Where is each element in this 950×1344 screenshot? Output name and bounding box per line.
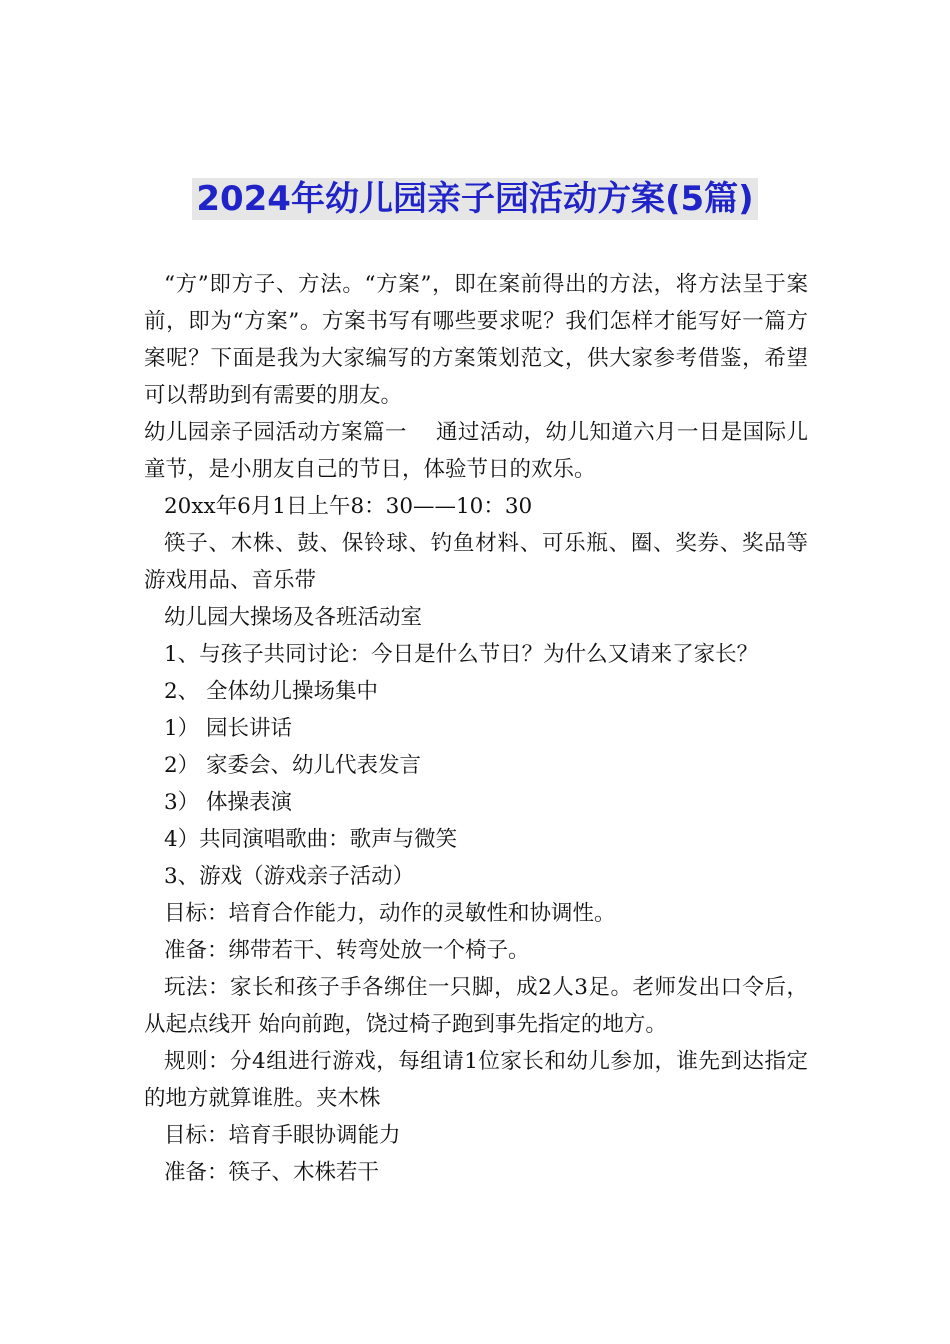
prep-paragraph: 准备：绑带若干、转弯处放一个椅子。 bbox=[164, 938, 530, 963]
location-paragraph: 幼儿园大操场及各班活动室 bbox=[164, 605, 423, 630]
time-paragraph: 20xx年6月1日上午8：30——10：30 bbox=[164, 494, 533, 519]
document-body bbox=[144, 266, 808, 1191]
intro-paragraph: “方”即方子、方法。“方案”，即在案前得出的方法，将方法呈于案前，即为“方案”。方案书写有哪些要求呢？我们怎样才能写好一篇方案呢？下面是我为大家编写的方案策划范文，供大家参考借鉴，希望可以帮助到有需要的朋友。 bbox=[144, 272, 808, 408]
substep-paragraph: 4）共同演唱歌曲：歌声与微笑 bbox=[164, 827, 458, 852]
substep-paragraph: 3） 体操表演 bbox=[164, 790, 293, 815]
section-paragraph: 幼儿园亲子园活动方案篇一 通过活动，幼儿知道六月一日是国际儿童节，是小朋友自己的节日，体验节日的欢乐。 bbox=[144, 420, 808, 482]
materials-paragraph: 筷子、木株、鼓、保铃球、钓鱼材料、可乐瓶、圈、奖券、奖品等游戏用品、音乐带 bbox=[144, 531, 808, 593]
goal-paragraph: 目标：培育手眼协调能力 bbox=[164, 1123, 401, 1148]
step-paragraph: 3、游戏（游戏亲子活动） bbox=[164, 864, 415, 889]
goal-paragraph: 目标：培育合作能力，动作的灵敏性和协调性。 bbox=[164, 901, 616, 926]
prep-paragraph: 准备：筷子、木株若干 bbox=[164, 1160, 380, 1185]
document-title: 2024年幼儿园亲子园活动方案(5篇) bbox=[192, 178, 757, 220]
substep-paragraph: 2） 家委会、幼儿代表发言 bbox=[164, 753, 422, 778]
substep-paragraph: 1） 园长讲话 bbox=[164, 716, 293, 741]
step-paragraph: 1、与孩子共同讨论：今日是什么节日？为什么又请来了家长？ bbox=[164, 642, 759, 667]
title-container bbox=[0, 178, 950, 220]
step-paragraph: 2、 全体幼儿操场集中 bbox=[164, 679, 379, 704]
rules-paragraph: 规则：分4组进行游戏，每组请1位家长和幼儿参加，谁先到达指定的地方就算谁胜。夹木株 bbox=[144, 1049, 808, 1111]
play-paragraph: 玩法：家长和孩子手各绑住一只脚，成2人3足。老师发出口令后，从起点线开 始向前跑，饶过椅子跑到事先指定的地方。 bbox=[144, 975, 808, 1037]
